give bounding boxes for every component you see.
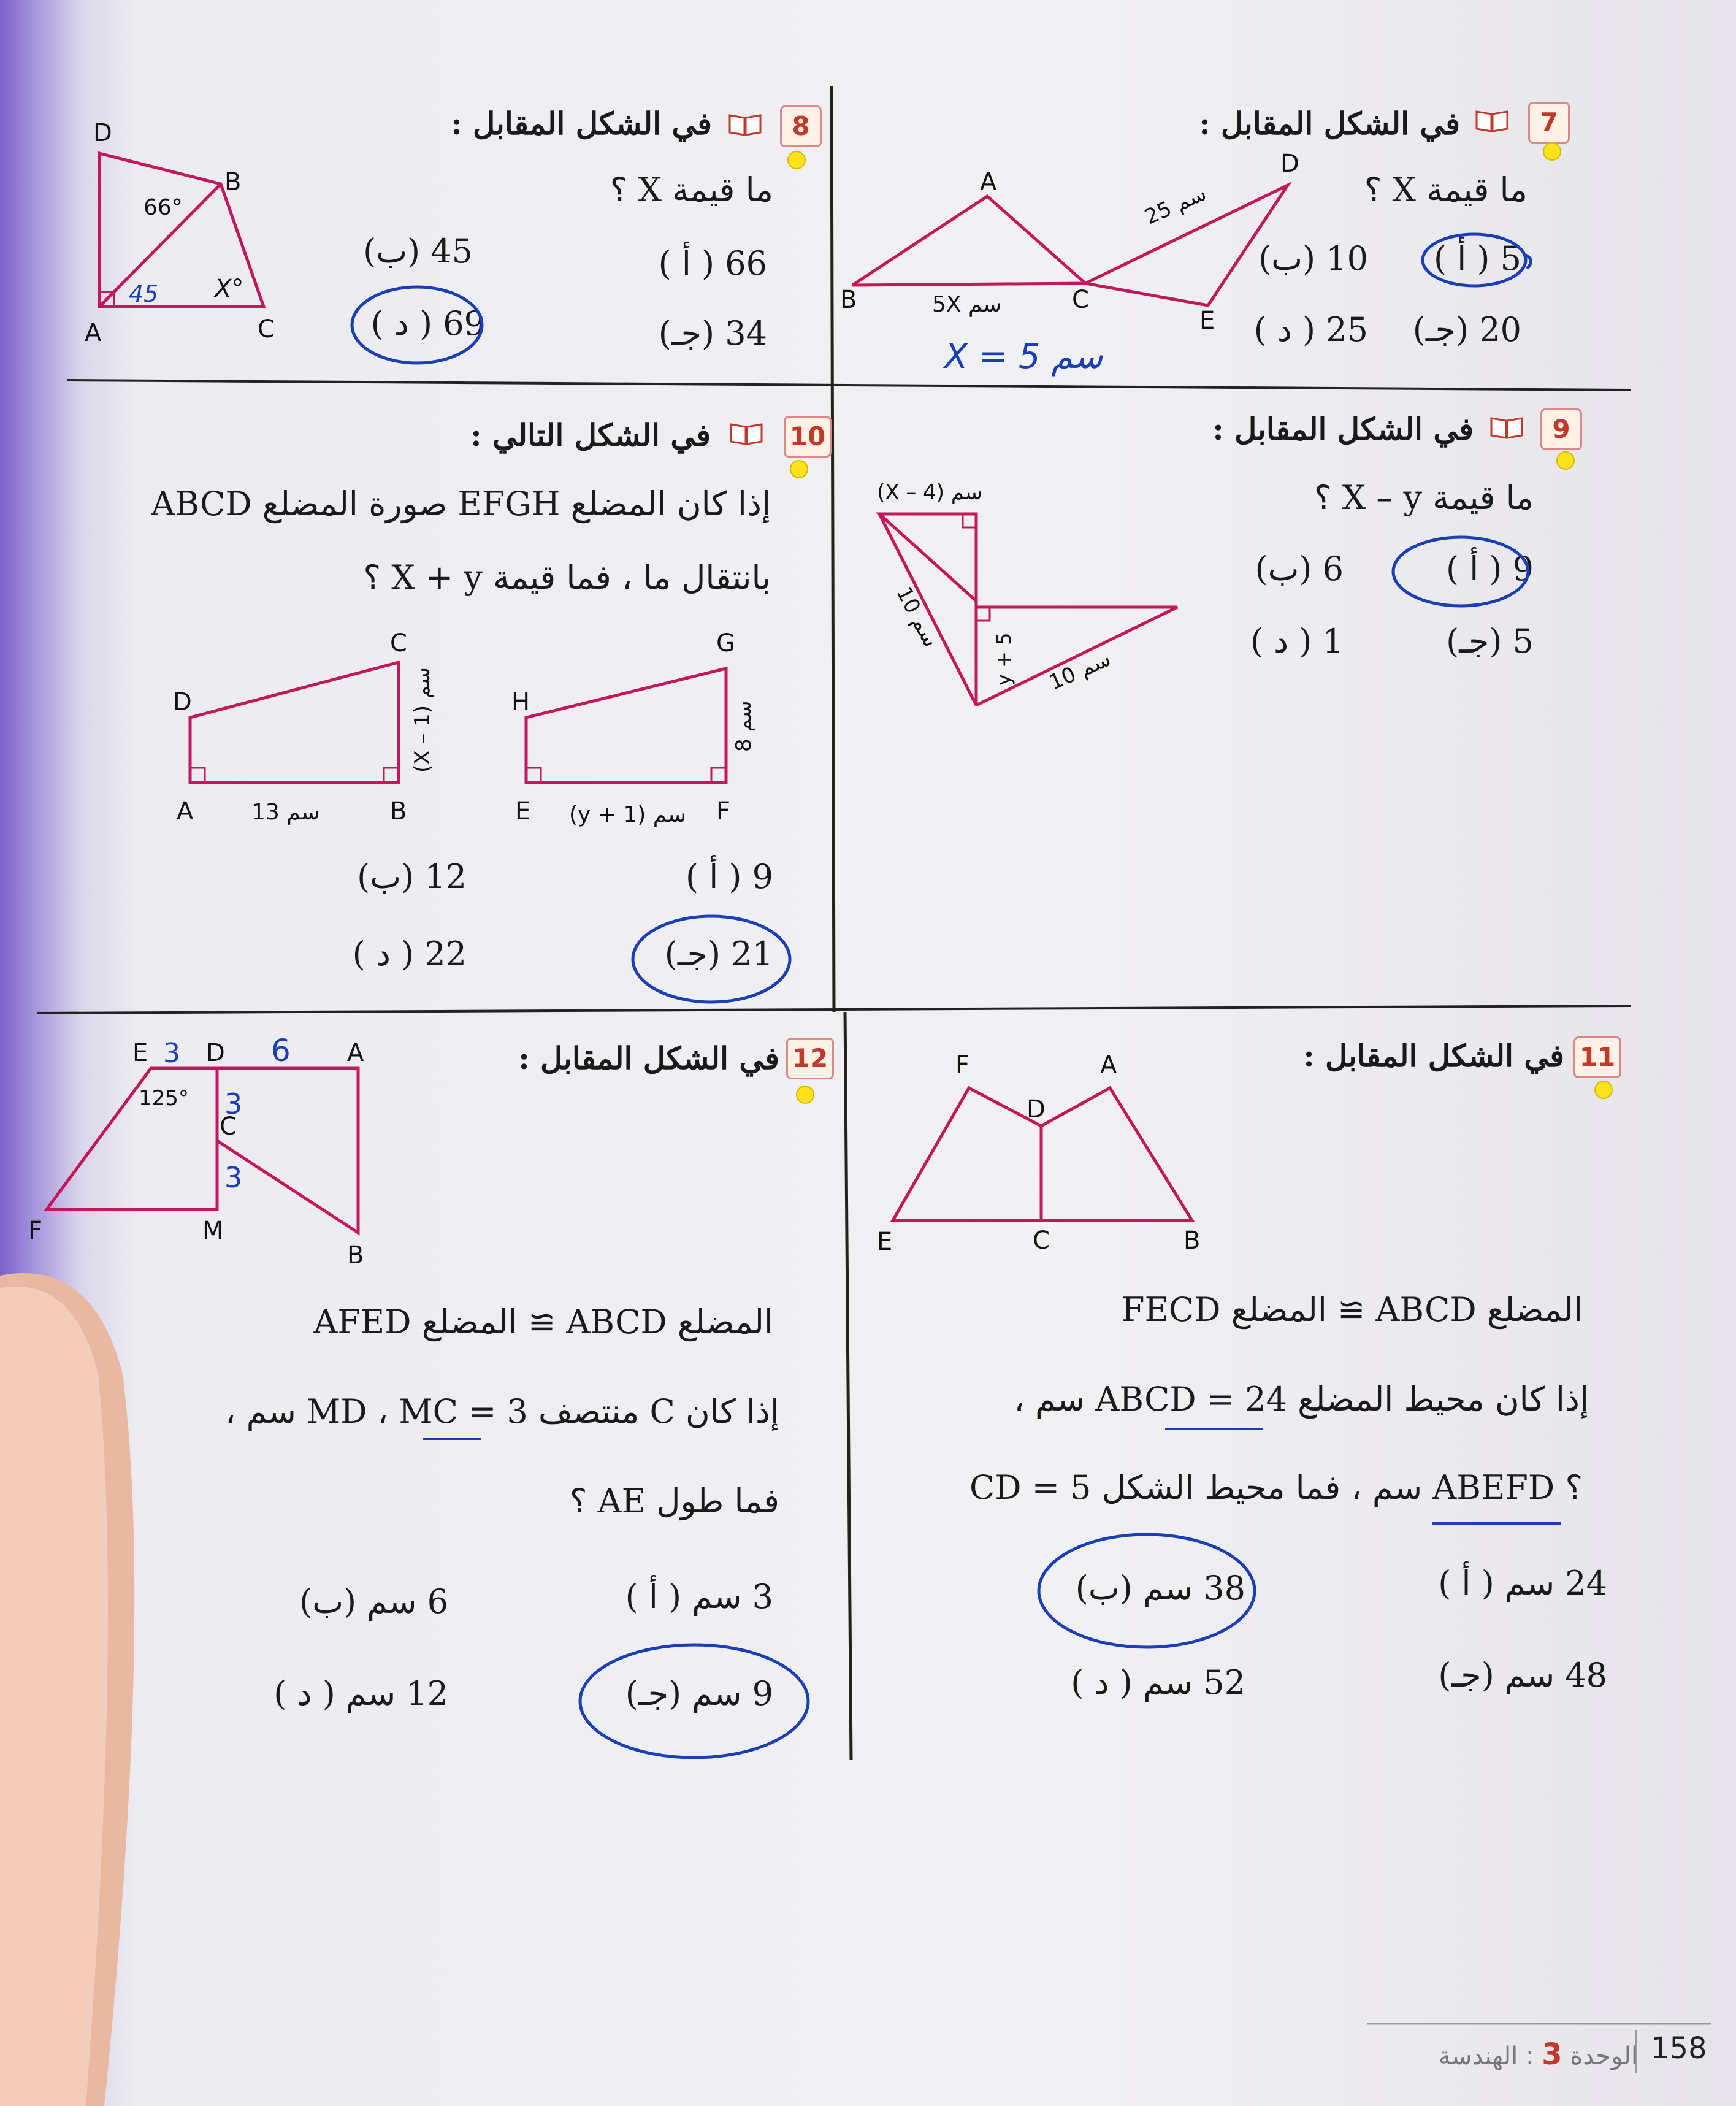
- question-10-number: 10: [784, 416, 832, 458]
- fig7-label-b: B: [840, 286, 857, 314]
- fig9-mid-length: y + 5: [992, 632, 1015, 686]
- fig12-label-b: B: [347, 1241, 364, 1269]
- fig10-label-a: A: [177, 797, 194, 825]
- fig10-label-e: E: [515, 797, 531, 825]
- fig9-left-length: 10 سم: [891, 583, 943, 651]
- footer-unit-number: 3: [1542, 2037, 1562, 2072]
- fig12-note-cm: 3: [224, 1161, 243, 1194]
- fig10-label-f: F: [716, 797, 731, 825]
- fig12-angle: 125°: [139, 1086, 189, 1111]
- question-9-option-d[interactable]: 1 ( د ): [1250, 622, 1344, 661]
- footer-subject: : الهندسة: [1438, 2042, 1534, 2070]
- fig7-label-e: E: [1199, 307, 1215, 335]
- fig8-label-d: D: [93, 119, 112, 147]
- fig12-note-ed: 3: [163, 1038, 180, 1069]
- question-11-option-b[interactable]: 38 سم (ب): [1075, 1569, 1245, 1607]
- question-9-number: 9: [1540, 408, 1582, 450]
- fig10-length-ef: (y + 1) سم: [569, 802, 686, 827]
- fig12-label-m: M: [202, 1217, 224, 1245]
- question-7-option-a[interactable]: 5 ( أ ): [1434, 239, 1521, 278]
- question-10-option-d[interactable]: 22 ( د ): [352, 935, 467, 973]
- fig8-label-a: A: [85, 319, 102, 347]
- question-8-option-c[interactable]: 34 (جـ): [658, 314, 767, 353]
- fig7-label-d: D: [1280, 150, 1299, 178]
- fig7-length-bc: 5X سم: [932, 292, 1002, 317]
- question-7-text: ما قيمة X ؟: [1364, 170, 1528, 209]
- question-11-heading: في الشكل المقابل :: [1303, 1038, 1564, 1074]
- fig11-label-b: B: [1183, 1227, 1201, 1255]
- fig9-top-length: (X – 4) سم: [877, 480, 983, 505]
- question-8-option-d[interactable]: 69 ( د ): [370, 304, 485, 343]
- question-9-heading: في الشكل المقابل :: [1212, 411, 1474, 447]
- fig8-angle-b: 66°: [143, 195, 183, 220]
- fig10-label-c: C: [390, 629, 407, 657]
- question-9-text: ما قيمة X – y ؟: [1313, 478, 1534, 517]
- question-12-figure: [25, 1036, 417, 1282]
- question-9-option-a[interactable]: 9 ( أ ): [1446, 549, 1534, 588]
- fig10-label-g: G: [716, 629, 735, 657]
- fig10-length-ab: 13 سم: [251, 800, 320, 825]
- question-7-option-b[interactable]: 10 (ب): [1258, 239, 1368, 278]
- question-8-option-b[interactable]: 45 (ب): [363, 232, 473, 270]
- fig12-note-dc: 3: [224, 1087, 243, 1120]
- question-12-number: 12: [786, 1038, 834, 1079]
- fig10-length-fg: 8 سم: [732, 700, 756, 752]
- question-10-option-b[interactable]: 12 (ب): [357, 857, 467, 896]
- question-12-option-c[interactable]: 9 سم (جـ): [625, 1674, 773, 1713]
- fig7-label-c: C: [1072, 286, 1089, 314]
- fig7-length-cd: 25 سم: [1141, 181, 1210, 230]
- question-10-line-2: بانتقال ما ، فما قيمة X + y ؟: [363, 558, 771, 597]
- question-12-option-b[interactable]: 6 سم (ب): [299, 1582, 448, 1621]
- fig10-label-b: B: [390, 797, 407, 825]
- fig10-length-bc: (X – 1) سم: [410, 667, 435, 773]
- question-7-number: 7: [1528, 102, 1570, 144]
- question-12-option-a[interactable]: 3 سم ( أ ): [625, 1577, 773, 1616]
- fig12-note-da: 6: [271, 1036, 291, 1068]
- fig7-handwritten-note: X = 5 سم: [944, 337, 1103, 377]
- question-8-heading: في الشكل المقابل :: [451, 105, 712, 142]
- question-7-option-c[interactable]: 20 (جـ): [1412, 310, 1521, 349]
- page-number: 158: [1651, 2031, 1707, 2066]
- fig11-label-f: F: [955, 1051, 970, 1079]
- question-9-option-c[interactable]: 5 (جـ): [1446, 622, 1534, 661]
- question-11-option-c[interactable]: 48 سم (جـ): [1438, 1656, 1607, 1694]
- question-9-option-b[interactable]: 6 (ب): [1255, 549, 1344, 588]
- question-10-option-c[interactable]: 21 (جـ): [664, 935, 773, 973]
- fig7-label-a: A: [980, 168, 997, 196]
- fig8-angle-a: 45: [129, 280, 159, 307]
- question-11-line-2: إذا كان محيط المضلع ABCD = 24 سم ،: [1014, 1380, 1589, 1419]
- question-11-number: 11: [1573, 1036, 1621, 1078]
- fig12-label-d: D: [206, 1039, 225, 1067]
- fig12-label-f: F: [28, 1217, 43, 1245]
- fig11-label-e: E: [877, 1228, 893, 1256]
- question-12-heading: في الشكل المقابل :: [518, 1040, 779, 1076]
- fig10-label-d: D: [173, 688, 192, 716]
- question-7-option-d[interactable]: 25 ( د ): [1253, 310, 1368, 349]
- question-10-option-a[interactable]: 9 ( أ ): [686, 857, 773, 896]
- question-10-line-1: إذا كان المضلع EFGH صورة المضلع ABCD: [151, 484, 771, 523]
- question-12-line-2: إذا كان C منتصف MD ، MC = 3 سم ،: [225, 1392, 779, 1431]
- question-12-line-3: فما طول AE ؟: [569, 1482, 779, 1520]
- fig11-label-c: C: [1033, 1227, 1050, 1255]
- question-8-text: ما قيمة X ؟: [610, 170, 773, 209]
- question-11-option-a[interactable]: 24 سم ( أ ): [1438, 1564, 1607, 1602]
- fig11-label-a: A: [1100, 1051, 1117, 1079]
- question-11-line-1: المضلع ABCD ≅ المضلع FECD: [1122, 1290, 1583, 1329]
- question-11-option-d[interactable]: 52 سم ( د ): [1071, 1663, 1245, 1702]
- question-8-number: 8: [780, 105, 822, 147]
- fig12-label-e: E: [132, 1039, 148, 1067]
- question-12-line-1: المضلع ABCD ≅ المضلع AFED: [313, 1303, 773, 1341]
- fig12-label-a: A: [347, 1039, 364, 1067]
- question-12-option-d[interactable]: 12 سم ( د ): [273, 1674, 448, 1713]
- fig8-angle-c: X°: [215, 275, 244, 303]
- question-7-heading: في الشكل المقابل :: [1199, 105, 1460, 142]
- footer-unit: [1439, 2037, 1638, 2072]
- question-8-option-a[interactable]: 66 ( أ ): [658, 244, 767, 283]
- fig11-label-d: D: [1027, 1095, 1046, 1124]
- fig8-label-b: B: [224, 168, 242, 196]
- fig10-label-h: H: [511, 688, 530, 716]
- question-11-line-3: CD = 5 سم ، فما محيط الشكل ABEFD ؟: [969, 1468, 1583, 1507]
- footer-unit-word: الوحدة: [1570, 2042, 1638, 2070]
- fig9-right-length: 10 سم: [1045, 646, 1115, 695]
- question-10-heading: في الشكل التالي :: [470, 417, 711, 453]
- thumb-shadow: [0, 1251, 184, 2106]
- fig8-label-c: C: [258, 315, 275, 343]
- fig12-label-c: C: [220, 1112, 237, 1141]
